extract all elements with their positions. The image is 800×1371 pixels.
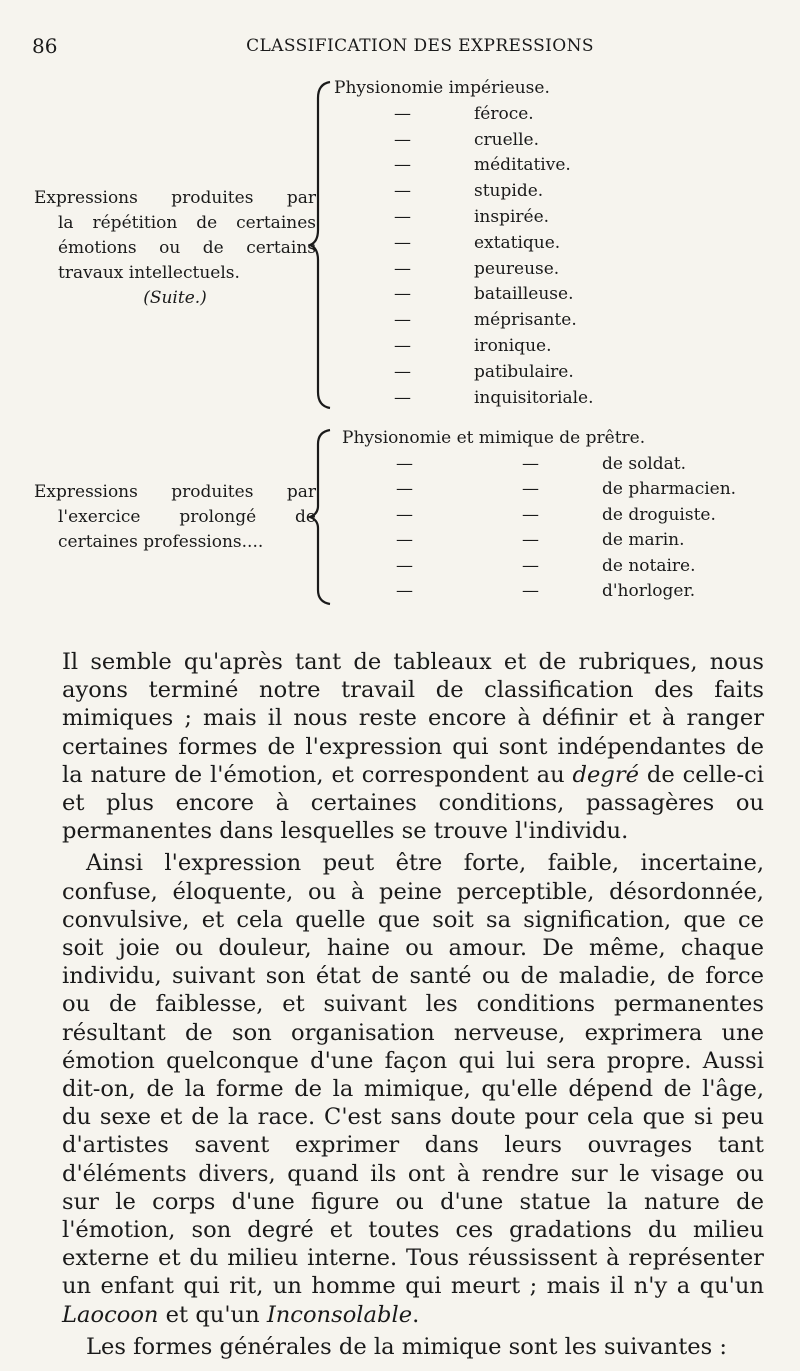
- label-line: Expressions produites par: [34, 482, 316, 502]
- ditto-dash: —: [396, 504, 413, 525]
- row-lead-text: Physionomie impérieuse.: [334, 78, 550, 98]
- term-text: de pharmacien.: [602, 479, 737, 499]
- brace-icon: [308, 428, 334, 606]
- label-line: certaines professions....: [58, 532, 264, 552]
- body-text: [62, 648, 764, 1361]
- term-text: peureuse.: [474, 258, 560, 279]
- text-run: Il semble qu'après tant de tableaux et de rubriques, nous ayons terminé notre travail de classification des faits mimiques ; mais il nous reste encore à définir et à ranger certaines formes de l'expression qui sont indépendantes de la nature de l'émotion, et correspondent au: [62, 649, 764, 788]
- ditto-dash: —: [522, 504, 539, 525]
- text-run: de celle-ci et plus encore à certaines conditions, passagères ou permanentes dans lesquelles se trouve l'individu.: [62, 761, 765, 845]
- paragraph: [62, 849, 764, 1328]
- term-text: d'horloger.: [602, 581, 696, 601]
- text-run: .: [412, 1301, 420, 1328]
- ditto-dash: —: [394, 310, 411, 331]
- text-run: et qu'un: [158, 1301, 267, 1328]
- term-text: méditative.: [474, 155, 571, 176]
- label-line: travaux intellectuels.: [58, 263, 240, 283]
- emphasis-inconsolable: Inconsolable: [266, 1301, 413, 1328]
- ditto-dash: —: [394, 387, 411, 408]
- ditto-dash: —: [522, 453, 539, 474]
- ditto-dash: —: [394, 103, 411, 124]
- brace-icon: [308, 80, 334, 410]
- ditto-dash: —: [396, 453, 413, 474]
- ditto-dash: —: [394, 155, 411, 176]
- label-line: Expressions produites par: [34, 188, 316, 208]
- term-text: inquisitoriale.: [474, 387, 594, 408]
- ditto-dash: —: [396, 530, 413, 550]
- term-text: stupide.: [474, 181, 544, 202]
- ditto-dash: —: [396, 555, 413, 576]
- label-line: la répétition de certaines: [58, 213, 316, 233]
- term-text: féroce.: [474, 103, 534, 124]
- label-line: l'exercice prolongé de: [58, 507, 316, 527]
- ditto-dash: —: [396, 581, 413, 601]
- ditto-dash: —: [394, 284, 411, 305]
- page-header: [32, 34, 768, 60]
- term-text: inspirée.: [474, 206, 550, 227]
- term-text: méprisante.: [474, 310, 577, 331]
- term-text: de soldat.: [602, 453, 686, 474]
- ditto-dash: —: [522, 581, 539, 601]
- paragraph: [62, 1333, 764, 1361]
- paragraph: [62, 648, 764, 845]
- label-line: émotions ou de certains: [58, 238, 316, 258]
- ditto-dash: —: [394, 258, 411, 279]
- term-text: cruelle.: [474, 129, 539, 150]
- ditto-dash: —: [394, 232, 411, 253]
- term-text: de notaire.: [602, 555, 696, 576]
- emphasis-degre: degré: [572, 761, 639, 788]
- row-lead-text: Physionomie et mimique de prêtre.: [342, 428, 646, 448]
- ditto-dash: —: [396, 479, 413, 499]
- ditto-dash: —: [394, 181, 411, 202]
- text-run: Les formes générales de la mimique sont les suivantes :: [86, 1333, 728, 1360]
- term-text: patibulaire.: [474, 361, 574, 382]
- classification-table-professions: [0, 426, 800, 606]
- ditto-dash: —: [522, 530, 539, 550]
- ditto-dash: —: [394, 361, 411, 382]
- ditto-dash: —: [394, 206, 411, 227]
- term-text: ironique.: [474, 335, 552, 356]
- ditto-dash: —: [522, 555, 539, 576]
- group-label-professions: [34, 480, 316, 555]
- running-head: CLASSIFICATION DES EXPRESSIONS: [246, 36, 594, 56]
- emphasis-laocoon: Laocoon: [62, 1301, 159, 1328]
- ditto-dash: —: [394, 129, 411, 150]
- term-text: extatique.: [474, 232, 561, 253]
- term-text: de droguiste.: [602, 504, 716, 525]
- group-label-repetition: [34, 186, 316, 311]
- term-text: de marin.: [602, 530, 685, 550]
- label-line-suite: (Suite.): [143, 288, 207, 308]
- term-text: batailleuse.: [474, 284, 574, 305]
- ditto-dash: —: [522, 479, 539, 499]
- classification-table-repetition: [0, 76, 800, 412]
- text-run: Ainsi l'expression peut être forte, faible, incertaine, confuse, éloquente, ou à peine perceptible, désordonnée, convulsive, et cela quelle que soit sa signification, que ce soit joie ou douleur, haine ou amour. De même, chaque individu, suivant son état de santé ou de maladie, de force ou de faiblesse, et suivant les conditions permanentes résultant de son organisation nerveuse, exprimera une émotion quelconque d'une façon qui lui sera propre. Aussi dit-on, de la forme de la mimique, qu'elle dépend de l'âge, du sexe et de la race. C'est sans doute pour cela que si peu d'artistes savent exprimer dans leurs ouvrages tant d'éléments divers, quand ils ont à rendre sur le visage ou sur le corps d'une figure ou d'une statue la nature de l'émotion, son degré et toutes ces gradations du milieu externe et du milieu interne. Tous réussissent à représenter un enfant qui rit, un homme qui meurt ; mais il n'y a qu'un: [62, 850, 764, 1300]
- ditto-dash: —: [394, 335, 411, 356]
- page-number: 86: [32, 34, 58, 58]
